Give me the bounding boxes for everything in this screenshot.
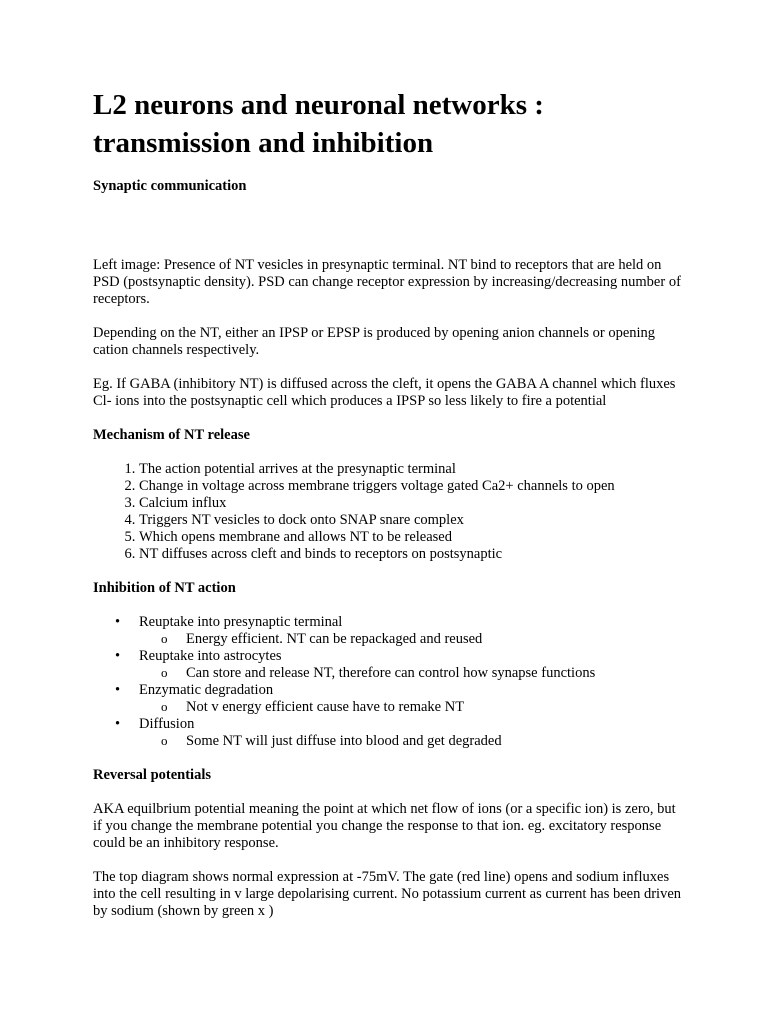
list-item <box>93 682 683 716</box>
document-page <box>93 86 683 920</box>
list-item: 2. Change in voltage across membrane triggers voltage gated Ca2+ channels to open <box>139 478 683 495</box>
heading-inhibition-nt-action: Inhibition of NT action <box>93 580 236 596</box>
list-item-label: Diffusion <box>139 716 195 732</box>
heading-mechanism-nt-release: Mechanism of NT release <box>93 427 250 443</box>
sub-list-item: o Energy efficient. NT can be repackaged and reused <box>139 631 683 648</box>
list-item-label: Reuptake into presynaptic terminal <box>139 614 343 630</box>
list-item: 6. NT diffuses across cleft and binds to receptors on postsynaptic <box>139 546 683 563</box>
list-item: 3. Calcium influx <box>139 495 683 512</box>
page-title: L2 neurons and neuronal networks : transmission and inhibition <box>93 89 544 159</box>
sub-list-item: o Some NT will just diffuse into blood and get degraded <box>139 733 683 750</box>
list-item: 5. Which opens membrane and allows NT to be released <box>139 529 683 546</box>
inhibition-list <box>93 614 683 750</box>
list-item: 1. The action potential arrives at the presynaptic terminal <box>139 461 683 478</box>
paragraph-left-image: Left image: Presence of NT vesicles in presynaptic terminal. NT bind to receptors that are held on PSD (postsynaptic density). PSD can change receptor expression by increasing/decreasing number of receptors. <box>93 257 681 307</box>
heading-reversal-potentials: Reversal potentials <box>93 767 211 783</box>
mechanism-steps-list <box>93 461 683 563</box>
paragraph-gaba-example: Eg. If GABA (inhibitory NT) is diffused across the cleft, it opens the GABA A channel which fluxes Cl- ions into the postsynaptic cell which produces a IPSP so less likely to fire a potential <box>93 376 676 409</box>
list-item: 4. Triggers NT vesicles to dock onto SNAP snare complex <box>139 512 683 529</box>
paragraph-ipsp-epsp: Depending on the NT, either an IPSP or EPSP is produced by opening anion channels or opening cation channels respectively. <box>93 325 656 358</box>
list-item-label: Enzymatic degradation <box>139 682 274 698</box>
list-item <box>93 716 683 750</box>
sub-list-item: o Not v energy efficient cause have to remake NT <box>139 699 683 716</box>
paragraph-top-diagram: The top diagram shows normal expression at -75mV. The gate (red line) opens and sodium influxes into the cell resulting in v large depolarising current. No potassium current as current has been driven by sodium (shown by green x ) <box>93 869 682 919</box>
list-item-label: Reuptake into astrocytes <box>139 648 282 664</box>
list-item <box>93 614 683 648</box>
sub-list-item: o Can store and release NT, therefore can control how synapse functions <box>139 665 683 682</box>
list-item <box>93 648 683 682</box>
heading-synaptic-communication: Synaptic communication <box>93 178 247 194</box>
paragraph-equilibrium: AKA equilbrium potential meaning the point at which net flow of ions (or a specific ion) is zero, but if you change the membrane potential you change the response to that ion. eg. excitatory response could be an inhibitory response. <box>93 801 676 851</box>
